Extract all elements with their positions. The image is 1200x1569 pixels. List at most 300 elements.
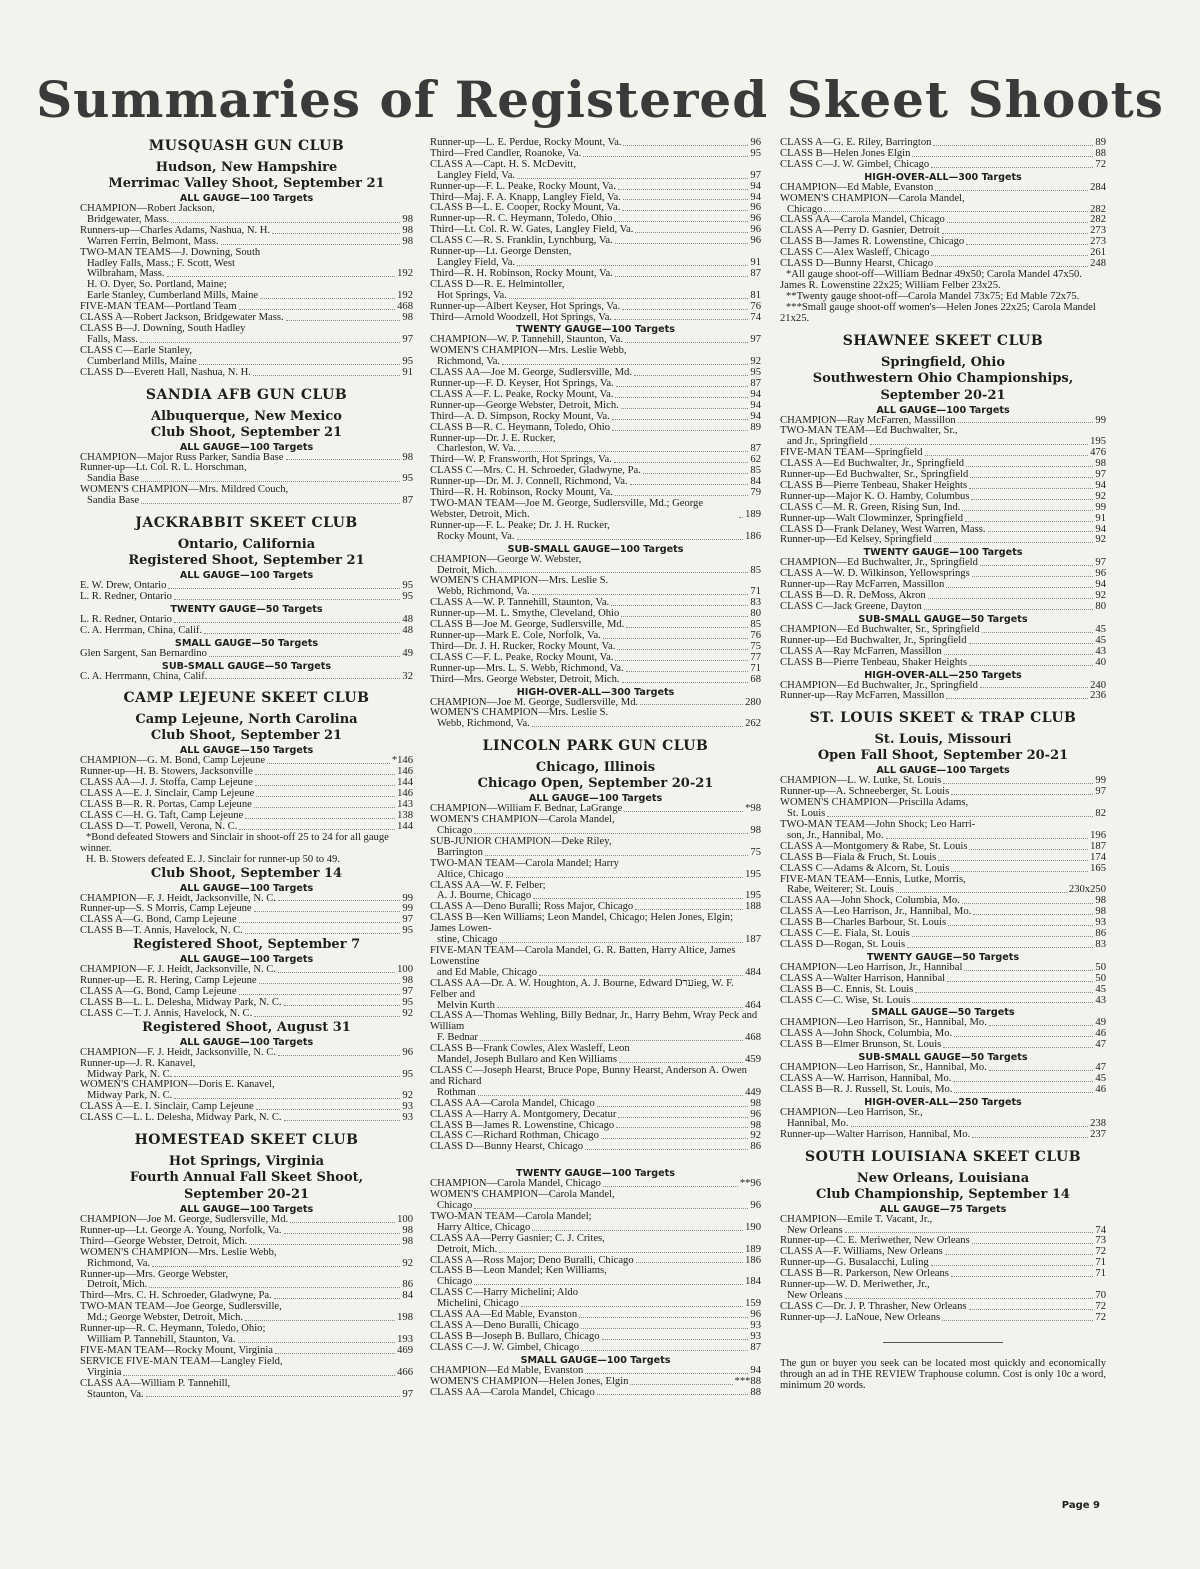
result-name: TWO-MAN TEAM—Joe M. George, Sudlersville, Md.; George Webster, Detroit, Mich. bbox=[430, 498, 704, 520]
result-score: 96 bbox=[750, 1200, 761, 1212]
result-name: CLASS C—Richard Rothman, Chicago bbox=[430, 1130, 599, 1142]
result-score: 70 bbox=[1095, 1289, 1106, 1301]
dot-leader bbox=[497, 1007, 743, 1008]
result-score: 240 bbox=[1090, 679, 1106, 691]
event-heading: ALL GAUGE—75 Targets bbox=[879, 1203, 1007, 1215]
result-name: St. Louis bbox=[787, 808, 826, 820]
result-name: CLASS A—W. P. Tannehill, Staunton, Va. bbox=[430, 597, 610, 609]
dot-leader bbox=[962, 903, 1094, 904]
result-score: 92 bbox=[750, 1130, 761, 1142]
dot-leader bbox=[517, 539, 744, 540]
result-entry bbox=[430, 664, 761, 675]
result-score: 92 bbox=[402, 1090, 413, 1102]
dot-leader bbox=[254, 911, 401, 912]
result-entry bbox=[430, 291, 761, 302]
result-name: CLASS D—Frank Delaney, West Warren, Mass. bbox=[780, 523, 986, 535]
dot-leader bbox=[935, 190, 1088, 191]
dot-leader bbox=[971, 499, 1093, 500]
result-name: CLASS B—Pierre Tenbeau, Shaker Heights bbox=[780, 656, 968, 668]
result-score: 98 bbox=[402, 312, 413, 324]
result-name: E. W. Drew, Ontario bbox=[80, 580, 167, 592]
result-name: Third—Lt. Col. R. W. Gates, Langley Field, Va. bbox=[430, 224, 634, 236]
result-line bbox=[430, 499, 761, 521]
dot-leader bbox=[517, 265, 748, 266]
dot-leader bbox=[935, 266, 1088, 267]
event-heading: ALL GAUGE—100 Targets bbox=[179, 193, 314, 204]
result-score: 80 bbox=[1095, 601, 1106, 612]
result-name: Runner-up—Ed Buchwalter, Sr., Springfield bbox=[780, 469, 969, 481]
dot-leader bbox=[284, 1233, 401, 1234]
result-name: CHAMPION—Ray McFarren, Massillon bbox=[780, 414, 956, 426]
result-score: 84 bbox=[402, 1290, 413, 1302]
result-name: CLASS B—R. C. Heymann, Toledo, Ohio bbox=[430, 421, 611, 433]
dot-leader bbox=[824, 211, 1088, 212]
result-name: CLASS AA—Carola Mandel, Chicago bbox=[430, 1386, 595, 1398]
dot-leader bbox=[253, 375, 400, 376]
page-number: Page 9 bbox=[1061, 1500, 1100, 1511]
club-name: ST. LOUIS SKEET & TRAP CLUB bbox=[809, 710, 1077, 727]
result-name: Detroit, Mich. bbox=[437, 1243, 498, 1255]
result-score: *98 bbox=[745, 803, 761, 815]
result-name: Rabe, Weiterer; St. Louis bbox=[787, 884, 894, 896]
result-score: 186 bbox=[745, 530, 761, 542]
result-line: CLASS AA—William P. Tannehill, bbox=[80, 1377, 231, 1389]
result-score: 98 bbox=[402, 1235, 413, 1247]
result-score: 76 bbox=[750, 300, 761, 312]
result-name: Richmond, Va. bbox=[437, 356, 501, 368]
result-score: 98 bbox=[402, 224, 413, 236]
result-name: CLASS C—Adams & Alcorn, St. Louis bbox=[780, 862, 950, 874]
dot-leader bbox=[934, 542, 1094, 543]
result-score: 174 bbox=[1090, 851, 1106, 863]
club-location: Hot Springs, Virginia bbox=[168, 1154, 325, 1170]
result-line: CLASS C—Joseph Hearst, Bruce Pope, Bunny Hearst, Anderson A. Owen and Richard bbox=[430, 1064, 747, 1087]
result-name: Runner-up—Ed Kelsey, Springfield bbox=[780, 534, 932, 546]
dot-leader bbox=[581, 1328, 749, 1329]
result-line: CHAMPION—Emile T. Vacant, Jr., bbox=[780, 1213, 933, 1225]
result-score: 98 bbox=[750, 1097, 761, 1109]
result-line: CLASS AA—Dr. A. W. Houghton, A. J. Bourne, Edward Dערieg, W. F. Felber and bbox=[430, 977, 734, 1000]
result-name: CLASS A—F. L. Peake, Rocky Mount, Va. bbox=[430, 388, 614, 400]
result-score: 476 bbox=[1090, 447, 1106, 459]
result-score: 237 bbox=[1090, 1128, 1106, 1140]
result-name: and Ed Mable, Chicago bbox=[437, 966, 538, 978]
result-score: 71 bbox=[750, 662, 761, 674]
result-score: 469 bbox=[397, 1344, 413, 1356]
result-name: Barrington bbox=[437, 846, 483, 858]
result-score: 93 bbox=[402, 1112, 413, 1124]
result-score: 97 bbox=[1095, 469, 1106, 481]
result-name: CLASS B—James R. Lowenstine, Chicago bbox=[430, 1119, 615, 1131]
result-name: Melvin Kurth bbox=[437, 999, 495, 1011]
result-score: 83 bbox=[1095, 938, 1106, 950]
dot-leader bbox=[141, 503, 400, 504]
dot-leader bbox=[624, 811, 743, 812]
result-line: CLASS D—R. E. Helmintoller, bbox=[430, 278, 565, 290]
result-score: 95 bbox=[750, 147, 761, 159]
result-score: 99 bbox=[402, 903, 413, 915]
result-name: CLASS B—R. J. Russell, St. Louis, Mo. bbox=[780, 1084, 953, 1095]
result-name: Runner-up—Major K. O. Hamby, Columbus bbox=[780, 490, 970, 502]
result-score: 195 bbox=[745, 890, 761, 902]
shoot-title: Registered Shoot, August 31 bbox=[142, 1019, 351, 1035]
result-score: 98 bbox=[402, 1224, 413, 1236]
result-entry bbox=[780, 160, 1106, 171]
result-score: **96 bbox=[739, 1178, 761, 1190]
result-entry bbox=[80, 672, 413, 683]
result-score: 88 bbox=[1095, 147, 1106, 159]
result-score: 92 bbox=[1095, 590, 1106, 602]
dot-leader bbox=[615, 397, 748, 398]
result-score: 87 bbox=[750, 267, 761, 279]
result-name: Chicago bbox=[437, 1200, 473, 1212]
result-score: 45 bbox=[1095, 634, 1106, 646]
result-line: CHAMPION—Robert Jackson, bbox=[80, 203, 215, 214]
result-name: L. R. Redner, Ontario bbox=[80, 590, 172, 602]
dot-leader bbox=[924, 609, 1094, 610]
dot-leader bbox=[928, 598, 1094, 599]
result-score: 94 bbox=[750, 191, 761, 203]
result-entry bbox=[780, 940, 1106, 951]
dot-leader bbox=[245, 1320, 395, 1321]
result-score: 282 bbox=[1090, 203, 1106, 215]
result-score: 146 bbox=[397, 766, 413, 778]
dot-leader bbox=[989, 1070, 1094, 1071]
result-name: Rothman bbox=[437, 1086, 476, 1098]
result-score: 144 bbox=[397, 777, 413, 789]
result-score: 73 bbox=[1095, 1235, 1106, 1247]
dot-leader bbox=[254, 1016, 400, 1017]
dot-leader bbox=[286, 459, 401, 460]
dot-leader bbox=[982, 632, 1094, 633]
result-entry bbox=[80, 626, 413, 637]
result-name: CLASS A—Harry A. Montgomery, Decatur bbox=[430, 1108, 617, 1120]
result-name: CLASS AA—Carola Mandel, Chicago bbox=[430, 1097, 595, 1109]
dot-leader bbox=[585, 1373, 748, 1374]
dot-leader bbox=[480, 1040, 743, 1041]
club-name: SOUTH LOUISIANA SKEET CLUB bbox=[804, 1148, 1082, 1165]
dot-leader bbox=[603, 638, 749, 639]
result-line: H. O. Dyer, So. Portland, Maine; bbox=[87, 279, 227, 291]
result-entry bbox=[430, 719, 761, 730]
result-name: Runner-up—Mrs. L. S. Webb, Richmond, Va. bbox=[430, 662, 624, 674]
dot-leader bbox=[851, 1126, 1089, 1127]
result-line: WOMEN'S CHAMPION—Mrs. Leslie Webb, bbox=[430, 345, 627, 357]
result-score: 80 bbox=[750, 608, 761, 620]
dot-leader bbox=[532, 1230, 743, 1231]
result-name: CLASS A—Deno Buralli; Ross Major, Chicago bbox=[430, 901, 634, 913]
dot-leader bbox=[174, 1098, 400, 1099]
shoot-title: Club Shoot, September 14 bbox=[150, 865, 343, 881]
shoot-title: Fourth Annual Fall Skeet Shoot, bbox=[129, 1170, 364, 1186]
result-score: 46 bbox=[1095, 1084, 1106, 1095]
result-name: Third—R. H. Robinson, Rocky Mount, Va. bbox=[430, 487, 613, 499]
dot-leader bbox=[168, 588, 400, 589]
result-name: CLASS B—Elmer Brunson, St. Louis bbox=[780, 1039, 942, 1051]
event-heading: ALL GAUGE—100 Targets bbox=[179, 954, 314, 966]
result-name: CHAMPION—G. M. Bond, Camp Lejeune bbox=[80, 755, 266, 767]
result-score: 96 bbox=[750, 1108, 761, 1120]
dot-leader bbox=[539, 975, 743, 976]
dot-leader bbox=[611, 605, 748, 606]
footnote: ***Small gauge shoot-off women's—Helen Jones 22x25; Carola Mandel 21x25. bbox=[780, 301, 1096, 324]
result-score: 468 bbox=[397, 301, 413, 313]
event-heading: TWENTY GAUGE—100 Targets bbox=[863, 547, 1023, 559]
result-score: 464 bbox=[745, 999, 761, 1011]
result-line: Runner-up—W. D. Meriwether, Jr., bbox=[780, 1279, 930, 1291]
result-score: 248 bbox=[1090, 258, 1106, 270]
result-score: 96 bbox=[750, 224, 761, 236]
result-name: Bridgewater, Mass. bbox=[87, 213, 170, 225]
event-heading: SMALL GAUGE—50 Targets bbox=[174, 637, 319, 649]
result-score: 186 bbox=[745, 1254, 761, 1266]
dot-leader bbox=[739, 517, 743, 518]
dot-leader bbox=[948, 925, 1093, 926]
result-score: 86 bbox=[750, 1141, 761, 1153]
result-line: TWO-MAN TEAM—Ed Buchwalter, Sr., bbox=[780, 425, 958, 437]
result-score: 79 bbox=[750, 487, 761, 499]
dot-leader bbox=[485, 855, 749, 856]
result-score: 86 bbox=[1095, 928, 1106, 940]
dot-leader bbox=[969, 849, 1088, 850]
dot-leader bbox=[239, 994, 401, 995]
result-name: CHAMPION—Carola Mandel, Chicago bbox=[430, 1178, 601, 1190]
result-name: Langley Field, Va. bbox=[437, 256, 516, 268]
footnote: *Bond defeated Stowers and Sinclair in shoot-off 25 to 24 for all gauge winner. bbox=[80, 831, 389, 854]
result-entry bbox=[80, 1368, 413, 1379]
dot-leader bbox=[474, 833, 748, 834]
result-name: CHAMPION—Joe M. George, Sudlersville, Md. bbox=[430, 696, 639, 708]
shoot-title: Merrimac Valley Shoot, September 21 bbox=[108, 176, 385, 191]
result-score: 76 bbox=[750, 629, 761, 641]
result-score: 71 bbox=[750, 586, 761, 598]
dot-leader bbox=[623, 145, 748, 146]
dot-leader bbox=[209, 656, 401, 657]
dot-leader bbox=[886, 838, 1089, 839]
dot-leader bbox=[499, 572, 748, 573]
dot-leader bbox=[616, 1127, 748, 1128]
dot-leader bbox=[980, 565, 1094, 566]
result-score: 146 bbox=[397, 788, 413, 800]
dot-leader bbox=[951, 871, 1088, 872]
dot-leader bbox=[619, 1062, 743, 1063]
result-score: 50 bbox=[1095, 972, 1106, 984]
result-score: 95 bbox=[402, 580, 413, 592]
event-heading: TWENTY GAUGE—50 Targets bbox=[170, 603, 323, 615]
result-name: CHAMPION—Joe M. George, Sudlersville, Md. bbox=[80, 1214, 289, 1226]
result-name: Altice, Chicago bbox=[437, 868, 504, 880]
result-score: 94 bbox=[750, 180, 761, 192]
dot-leader bbox=[614, 221, 748, 222]
result-score: 95 bbox=[402, 996, 413, 1008]
result-score: 236 bbox=[1090, 690, 1106, 702]
result-name: Runner-up—Ray McFarren, Massillon bbox=[780, 690, 945, 702]
dot-leader bbox=[946, 587, 1093, 588]
footnote: *All gauge shoot-off—William Bednar 49x50; Carola Mandel 47x50. James R. Lowenstine 22x25; William Felber 23x25. bbox=[780, 268, 1082, 291]
dot-leader bbox=[933, 145, 1093, 146]
result-score: 72 bbox=[1095, 1311, 1106, 1323]
dot-leader bbox=[845, 1298, 1094, 1299]
result-name: CHAMPION—Ed Mable, Evanston bbox=[780, 181, 934, 193]
result-score: 92 bbox=[750, 356, 761, 368]
result-score: 468 bbox=[745, 1032, 761, 1044]
dot-leader bbox=[643, 473, 749, 474]
dot-leader bbox=[152, 1266, 400, 1267]
result-name: Sandia Base bbox=[87, 495, 140, 507]
result-score: 47 bbox=[1095, 1039, 1106, 1051]
dot-leader bbox=[612, 430, 748, 431]
dot-leader bbox=[625, 342, 748, 343]
result-line: WOMEN'S CHAMPION—Carola Mandel, bbox=[430, 1189, 615, 1201]
dot-leader bbox=[907, 947, 1093, 948]
page-title: Summaries of Registered Skeet Shoots bbox=[36, 70, 1164, 129]
dot-leader bbox=[521, 1306, 743, 1307]
result-name: Webb, Richmond, Va. bbox=[437, 586, 530, 598]
result-name: CLASS B—L. E. Cooper, Rocky Mount, Va. bbox=[430, 202, 621, 214]
classified-ad-notice: The gun or buyer you seek can be located most quickly and economically through an ad in THE REVIEW Traphouse column. Cost is only 10c a word, minimum 20 words. bbox=[780, 1357, 1106, 1391]
dot-leader bbox=[146, 1396, 401, 1397]
spacer bbox=[430, 1153, 761, 1167]
result-name: Runner-up—H. B. Stowers, Jacksonville bbox=[80, 766, 253, 778]
dot-leader bbox=[912, 156, 1093, 157]
dot-leader bbox=[255, 785, 395, 786]
result-line: TWO-MAN TEAM—Carola Mandel; Harry bbox=[430, 857, 619, 869]
result-score: 45 bbox=[1095, 983, 1106, 995]
result-score: 95 bbox=[402, 590, 413, 602]
result-name: CHAMPION—F. J. Heidt, Jacksonville, N. C. bbox=[80, 1046, 277, 1058]
result-entry bbox=[430, 675, 761, 686]
result-name: CHAMPION—Leo Harrison, Sr., Hannibal, Mo. bbox=[780, 1062, 987, 1074]
result-name: Third—Dr. J. H. Rucker, Rocky Mount, Va. bbox=[430, 640, 616, 652]
result-score: 43 bbox=[1095, 994, 1106, 1006]
result-name: CLASS A—E. I. Sinclair, Camp Lejeune bbox=[80, 1101, 254, 1113]
result-score: 98 bbox=[1095, 895, 1106, 907]
dot-leader bbox=[532, 726, 743, 727]
dot-leader bbox=[962, 510, 1093, 511]
result-score: 138 bbox=[397, 810, 413, 821]
shoot-title: Club Shoot, September 21 bbox=[150, 728, 343, 744]
event-heading: ALL GAUGE—100 Targets bbox=[179, 441, 314, 453]
result-name: CLASS B—James R. Lowenstine, Chicago bbox=[780, 236, 965, 248]
dot-leader bbox=[601, 1138, 749, 1139]
dot-leader bbox=[988, 531, 1094, 532]
dot-leader bbox=[931, 167, 1093, 168]
result-score: 97 bbox=[1095, 557, 1106, 569]
club-name: SANDIA AFB GUN CLUB bbox=[145, 386, 348, 403]
result-line: CLASS AA—W. F. Felber; bbox=[430, 879, 546, 891]
dot-leader bbox=[912, 1002, 1093, 1003]
result-name: CHAMPION—Ed Buchwalter, Jr., Springfield bbox=[780, 557, 978, 569]
dot-leader bbox=[614, 319, 748, 320]
result-score: 98 bbox=[1095, 458, 1106, 470]
dot-leader bbox=[630, 484, 749, 485]
result-score: 466 bbox=[397, 1366, 413, 1378]
dot-leader bbox=[896, 892, 1067, 893]
result-score: ***88 bbox=[734, 1375, 761, 1387]
result-line: WOMEN'S CHAMPION—Mrs. Leslie S. bbox=[430, 707, 609, 719]
club-name: HOMESTEAD SKEET CLUB bbox=[134, 1132, 359, 1149]
dot-leader bbox=[969, 488, 1093, 489]
result-name: Third—George Webster, Detroit, Mich. bbox=[80, 1235, 248, 1247]
result-score: 98 bbox=[402, 975, 413, 987]
result-score: 86 bbox=[402, 1279, 413, 1291]
club-location: Chicago, Illinois bbox=[535, 760, 656, 776]
result-name: Michelini, Chicago bbox=[437, 1298, 519, 1310]
dot-leader bbox=[509, 298, 749, 299]
result-name: William P. Tannehill, Staunton, Va. bbox=[87, 1334, 236, 1345]
result-name: CLASS D—Rogan, St. Louis bbox=[780, 938, 906, 950]
dot-leader bbox=[942, 1320, 1093, 1321]
result-score: 100 bbox=[397, 964, 413, 976]
result-score: 143 bbox=[397, 799, 413, 811]
result-name: CLASS AA—Joe M. George, Sudlersville, Md. bbox=[430, 367, 632, 379]
result-score: 97 bbox=[402, 914, 413, 926]
result-name: Runner-up—C. E. Meriwether, New Orleans bbox=[780, 1235, 970, 1247]
dot-leader bbox=[239, 922, 401, 923]
result-name: Md.; George Webster, Detroit, Mich. bbox=[87, 1312, 244, 1324]
result-entry bbox=[430, 532, 761, 543]
club-location: Ontario, California bbox=[177, 537, 316, 553]
result-name: Runner-up—Mark E. Cole, Norfolk, Va. bbox=[430, 629, 601, 641]
result-name: CLASS A—Deno Buralli, Chicago bbox=[430, 1320, 579, 1331]
result-name: Chicago bbox=[437, 825, 473, 837]
result-name: CLASS A—E. J. Sinclair, Camp Lejeune bbox=[80, 788, 255, 800]
result-name: A. J. Bourne, Chicago bbox=[437, 890, 532, 902]
result-score: 40 bbox=[1095, 656, 1106, 668]
result-score: 95 bbox=[402, 925, 413, 937]
result-line: Runner-up—Mrs. George Webster, bbox=[80, 1268, 229, 1280]
result-name: CLASS B—C. Ennis, St. Louis bbox=[780, 983, 914, 995]
dot-leader bbox=[583, 156, 748, 157]
result-name: L. R. Redner, Ontario bbox=[80, 613, 172, 625]
result-name: CLASS AA—John Shock, Columbia, Mo. bbox=[780, 895, 960, 907]
result-name: Third—A. D. Simpson, Rocky Mount, Va. bbox=[430, 410, 610, 422]
result-score: 98 bbox=[402, 213, 413, 225]
result-name: CLASS B—T. Annis, Havelock, N. C. bbox=[80, 925, 243, 937]
result-name: Third—Maj. F. A. Knapp, Langley Field, Va. bbox=[430, 191, 621, 203]
dot-leader bbox=[149, 1287, 400, 1288]
result-name: Rocky Mount, Va. bbox=[437, 530, 515, 542]
dot-leader bbox=[969, 1309, 1094, 1310]
result-name: CLASS B—R. Parkerson, New Orleans bbox=[780, 1268, 949, 1280]
dot-leader bbox=[249, 1244, 400, 1245]
dot-leader bbox=[239, 309, 396, 310]
shoot-title: Registered Shoot, September 21 bbox=[128, 553, 365, 569]
result-score: 45 bbox=[1095, 623, 1106, 635]
result-score: 81 bbox=[750, 289, 761, 301]
result-name: CLASS B—Charles Barbour, St. Louis bbox=[780, 917, 947, 929]
result-score: 75 bbox=[750, 846, 761, 858]
result-name: FIVE-MAN TEAM—Portland Team bbox=[80, 301, 237, 313]
result-name: CLASS C—Alex Wasleff, Chicago bbox=[780, 247, 930, 259]
result-score: 92 bbox=[402, 1257, 413, 1269]
result-name: stine, Chicago bbox=[437, 934, 498, 946]
result-name: Runner-up—R. C. Heymann, Toledo, Ohio bbox=[430, 213, 613, 225]
result-score: 94 bbox=[750, 410, 761, 422]
result-score: 99 bbox=[1095, 414, 1106, 426]
result-score: 97 bbox=[402, 1388, 413, 1400]
result-name: Runner-up—A. Schneeberger, St. Louis bbox=[780, 786, 950, 798]
result-name: CLASS AA—J. J. Stoffa, Camp Lejeune bbox=[80, 777, 253, 789]
result-score: 190 bbox=[745, 1221, 761, 1233]
dot-leader bbox=[597, 1394, 749, 1395]
result-name: Chicago bbox=[437, 1276, 473, 1288]
result-line: FIVE-MAN TEAM—Ennis, Lutke, Morris, bbox=[780, 873, 966, 885]
dot-leader bbox=[532, 594, 749, 595]
event-heading: ALL GAUGE—150 Targets bbox=[179, 745, 314, 757]
dot-leader bbox=[827, 816, 1093, 817]
result-name: CLASS C—H. G. Taft, Camp Lejeune bbox=[80, 810, 244, 821]
